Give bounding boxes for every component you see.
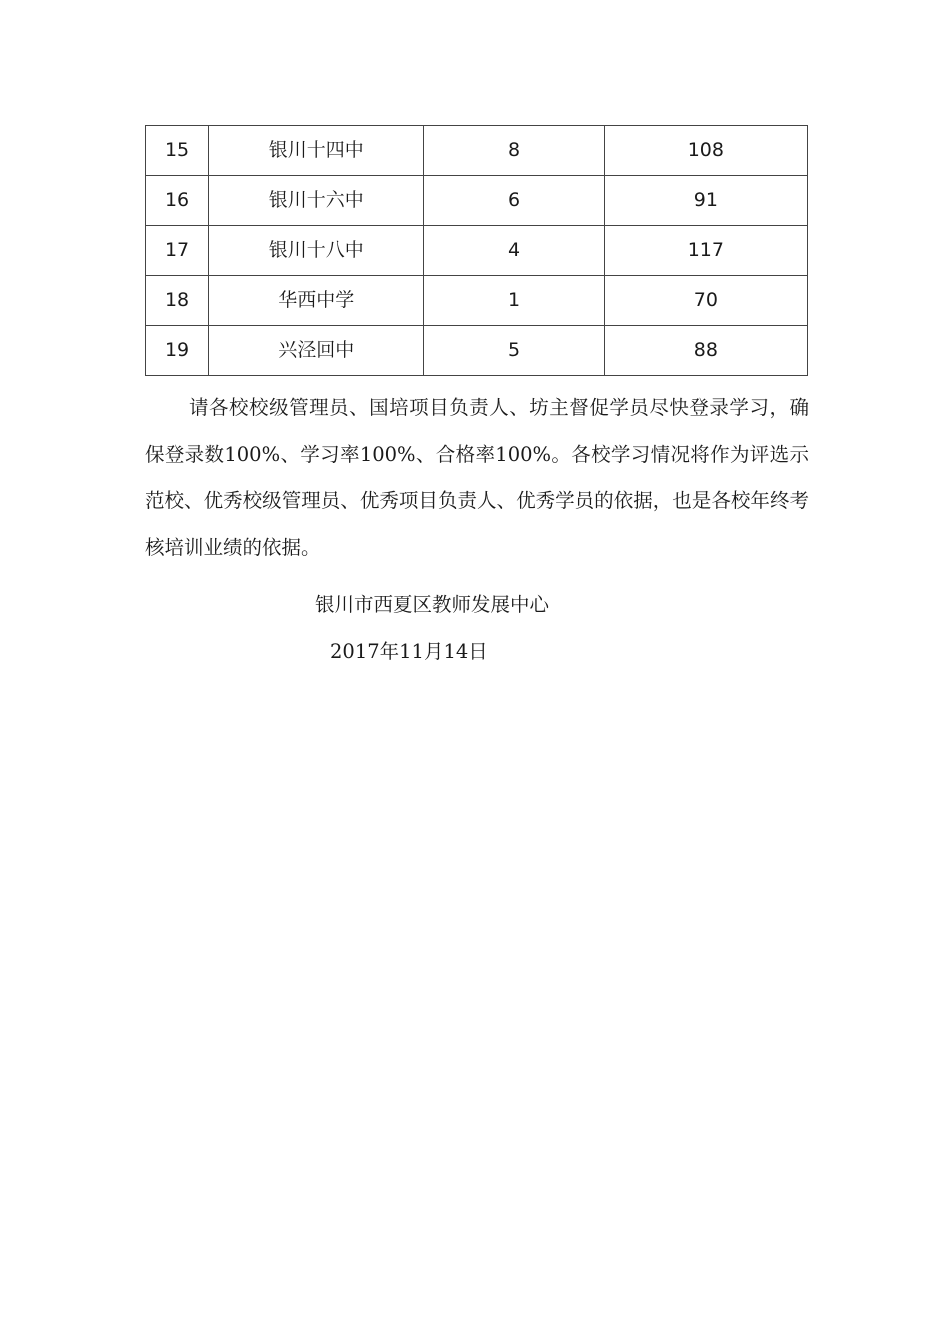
school-name: 银川十八中 (209, 226, 424, 276)
table-row (146, 326, 808, 376)
count-value: 6 (424, 176, 604, 226)
count-value: 1 (424, 276, 604, 326)
total-value: 117 (604, 226, 807, 276)
total-value: 91 (604, 176, 807, 226)
signature-organization: 银川市西夏区教师发展中心 (315, 593, 550, 616)
total-value: 70 (604, 276, 807, 326)
count-value: 5 (424, 326, 604, 376)
table-row (146, 176, 808, 226)
signature-date: 2017年11月14日 (330, 640, 488, 663)
school-stats-table (145, 125, 808, 376)
table-row (146, 226, 808, 276)
school-name: 银川十四中 (209, 126, 424, 176)
row-number: 17 (146, 226, 209, 276)
total-value: 108 (604, 126, 807, 176)
count-value: 8 (424, 126, 604, 176)
table-row (146, 276, 808, 326)
count-value: 4 (424, 226, 604, 276)
row-number: 16 (146, 176, 209, 226)
row-number: 19 (146, 326, 209, 376)
school-name: 兴泾回中 (209, 326, 424, 376)
school-name: 华西中学 (209, 276, 424, 326)
total-value: 88 (604, 326, 807, 376)
notice-paragraph: 请各校校级管理员、国培项目负责人、坊主督促学员尽快登录学习，确保登录数100%、学习率100%、合格率100%。各校学习情况将作为评选示范校、优秀校级管理员、优秀项目负责人、优秀学员的依据，也是各校年终考核培训业绩的依据。 (145, 396, 809, 559)
row-number: 15 (146, 126, 209, 176)
table-row (146, 126, 808, 176)
row-number: 18 (146, 276, 209, 326)
school-name: 银川十六中 (209, 176, 424, 226)
